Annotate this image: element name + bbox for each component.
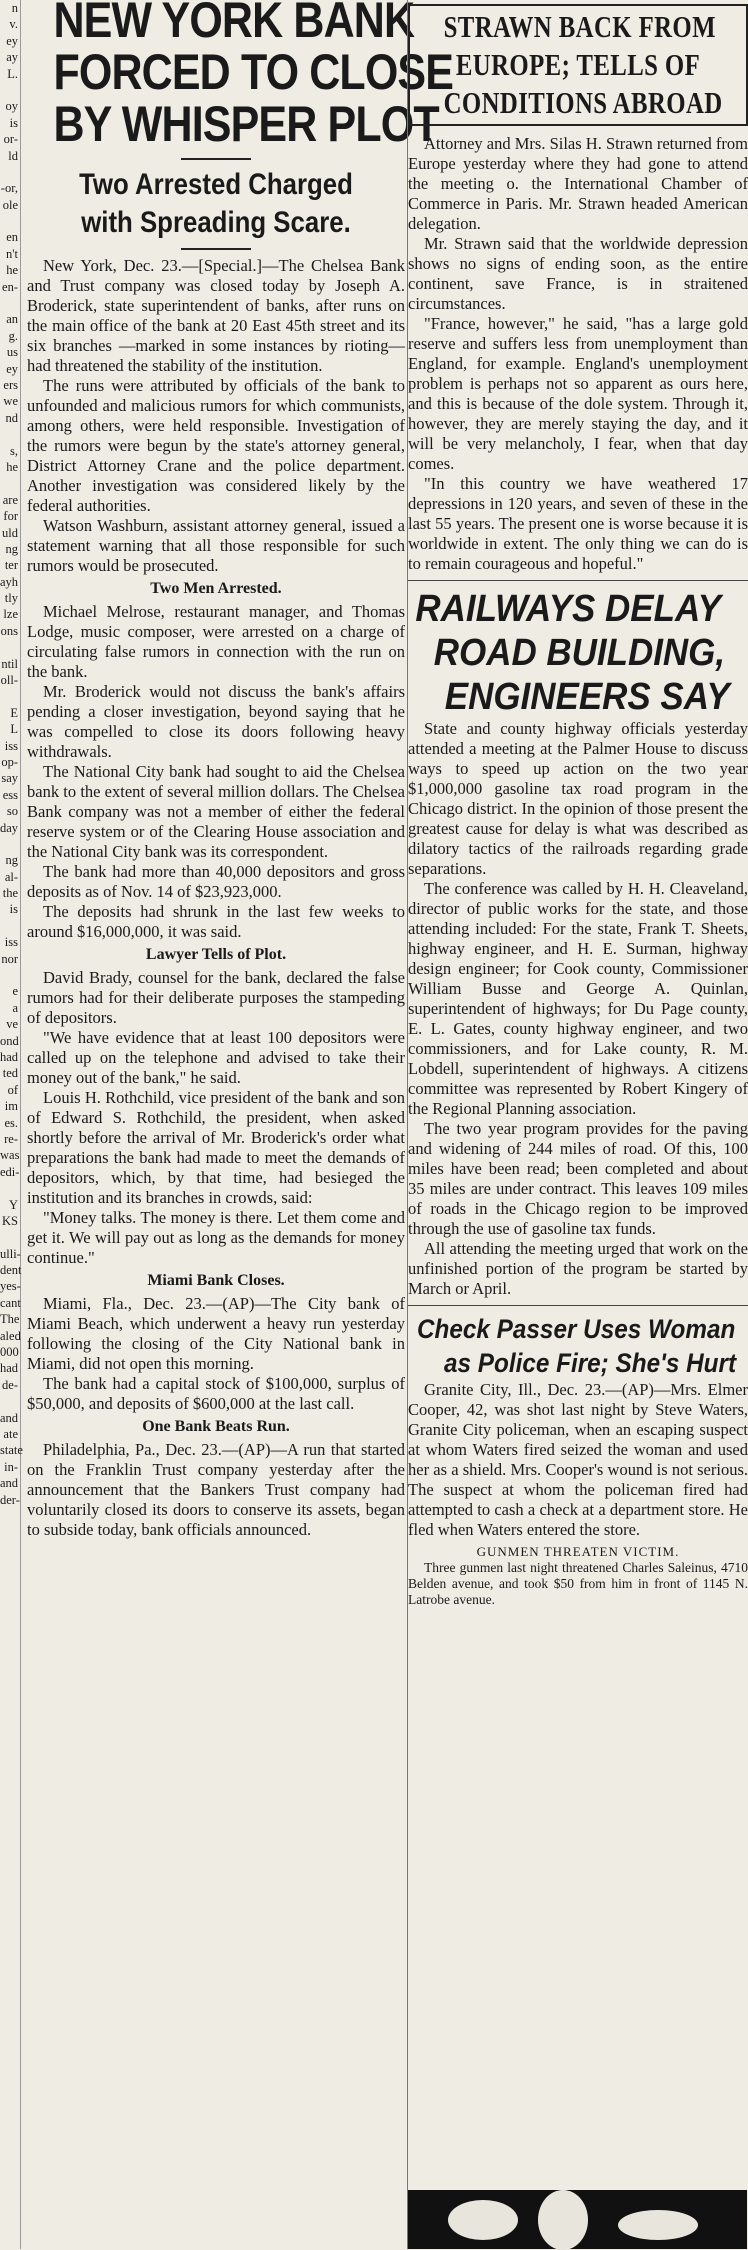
fragment-line: ng xyxy=(5,853,18,868)
headline-line-1: NEW YORK BANK xyxy=(53,0,415,48)
fragment-line: der- xyxy=(0,1492,20,1507)
fragment-line xyxy=(0,295,20,311)
fragment-line: en xyxy=(6,230,18,245)
fragment-line xyxy=(0,213,20,229)
fragment-line: ey xyxy=(6,361,18,376)
fragment-line: nor xyxy=(1,951,18,966)
fragment-line xyxy=(0,164,20,180)
divider xyxy=(181,158,251,160)
paragraph: The bank had more than 40,000 depositors and gross deposits as of Nov. 14 of $23,923,000. xyxy=(27,862,405,901)
paragraph: All attending the meeting urged that work on the unfinished portion of the program be started by March or April. xyxy=(408,1239,748,1298)
fragment-line: g. xyxy=(8,328,18,343)
railways-headline-line-1: RAILWAYS DELAY xyxy=(415,588,721,630)
paragraph: New York, Dec. 23.—[Special.]—The Chelsea Bank and Trust company was closed today by Joseph A. Broderick, state superintendent of banks, after runs on the main office of the bank at 20 East 45th street and its six branches —marked in some instances by rioting—had threatened the stability of the institution. xyxy=(27,256,405,375)
fragment-line xyxy=(0,426,20,442)
headline-line-3: BY WHISPER PLOT xyxy=(53,96,439,152)
paragraph: Three gunmen last night threatened Charles Saleinus, 4710 Belden avenue, and took $50 from him in front of 1145 N. Latrobe avenue. xyxy=(408,1560,748,1607)
fragment-line: E xyxy=(10,705,18,720)
paragraph: The conference was called by H. H. Cleaveland, director of public works for the state, and those attending included: For the state, Frank T. Sheets, highway engineer, and H. E. Surman, highway design engineer; for Cook county, Commissioner William Busse and George A. Quinlan, superintendent of highways; for Du Page county, E. L. Gates, county highway engineer, and two commissioners, and for Lake county, R. M. Lobdell, superintendent of highways. A citizens committee was represented by Robert Kingery of the Regional Planning association. xyxy=(408,879,748,1118)
headline-line-3: CONDITIONS ABROAD xyxy=(443,85,723,120)
paragraph: David Brady, counsel for the bank, declared the false rumors had for their deliberate purposes the stampeding of depositors. xyxy=(27,968,405,1027)
fragment-line: ole xyxy=(2,197,18,212)
divider xyxy=(408,580,748,581)
check-article-body xyxy=(408,1380,748,1540)
paragraph: State and county highway officials yesterday attended a meeting at the Palmer House to discuss ways to speed up action on the two year $1,000,000 gasoline tax road program in the Chicago district. In the opinion of those present the greatest cause for delay is what was described as dilatory tactics of the railroads regarding grade separations. xyxy=(408,719,748,878)
right-column xyxy=(407,0,748,2249)
fragment-line: ulli- xyxy=(0,1246,21,1261)
fragment-line: iss xyxy=(4,935,18,950)
fragment-line: oll- xyxy=(0,673,18,688)
bank-article xyxy=(27,0,454,2249)
paragraph: The National City bank had sought to aid the Chelsea bank to the extent of several million dollars. The Chelsea Bank company was not a member of either the federal reserve system or of the Clearing House association and the National City bank was its correspondent. xyxy=(27,762,405,861)
check-headline-line-2: as Police Fire; She's Hurt xyxy=(444,1348,737,1378)
paragraph: Louis H. Rothchild, vice president of the bank and son of Edward S. Rothchild, the president, when asked shortly before the arrival of Mr. Broderick's order what preparations the bank had made to meet the demands of depositors, which, by that time, had besieged the institution and its branches in crowds, said: xyxy=(27,1088,405,1207)
photo-shape xyxy=(448,2200,518,2240)
headline-line-2: FORCED TO CLOSE xyxy=(53,44,454,100)
fragment-line: lze xyxy=(3,607,18,622)
fragment-line: the xyxy=(2,886,18,901)
fragment-line: say xyxy=(1,771,18,786)
fragment-line: had xyxy=(0,1361,19,1376)
fragment-line xyxy=(0,1229,20,1245)
fragment-line: es. xyxy=(4,1115,18,1130)
fragment-line: ng xyxy=(5,541,18,556)
fragment-line: ntil xyxy=(1,656,18,671)
fragment-line: or- xyxy=(3,132,18,147)
fragment-line: -or, xyxy=(0,181,18,196)
fragment-line xyxy=(0,639,20,655)
strawn-article-body xyxy=(408,134,748,574)
fragment-line: day xyxy=(0,820,19,835)
paragraph: Attorney and Mrs. Silas H. Strawn returned from Europe yesterday where they had gone to attend the meeting o. the International Chamber of Commerce in Paris. Mr. Strawn headed American delegation. xyxy=(408,134,748,233)
fragment-line: of xyxy=(7,1082,18,1097)
photo-fragment xyxy=(408,2190,747,2249)
photo-shape xyxy=(618,2210,698,2240)
paragraph: Mr. Strawn said that the worldwide depression shows no signs of ending soon, as the entire continent, save France, is in straitened circumstances. xyxy=(408,234,748,313)
deck-line-2: with Spreading Scare. xyxy=(81,206,351,239)
fragment-line: aled xyxy=(0,1328,21,1343)
fragment-line: a xyxy=(12,1000,18,1015)
paragraph: "We have evidence that at least 100 depositors were called up on the telephone and advised to take their money out of the bank," he said. xyxy=(27,1028,405,1087)
fragment-line: he xyxy=(6,263,18,278)
fragment-line xyxy=(0,1393,20,1409)
fragment-line: e xyxy=(12,984,18,999)
left-column-fragment xyxy=(0,0,21,2249)
fragment-line: n xyxy=(11,1,18,15)
fragment-line: ond xyxy=(0,1033,19,1048)
fragment-line: and xyxy=(0,1410,19,1425)
fragment-line: yes- xyxy=(0,1279,21,1294)
fragment-line: are xyxy=(2,492,18,507)
divider xyxy=(408,1305,748,1306)
fragment-line: ter xyxy=(4,558,18,573)
fragment-line: op- xyxy=(1,754,18,769)
brief-subheading: GUNMEN THREATEN VICTIM. xyxy=(476,1544,680,1559)
paragraph: The two year program provides for the paving and widening of 244 miles of road. Of this, 100 miles have been read; been completed and about 35 miles are under contract. This leaves 109 miles of roads in the Chicago region to be improved through the use of gasoline tax funds. xyxy=(408,1119,748,1238)
fragment-line: ay xyxy=(6,50,18,65)
fragment-line: iss xyxy=(4,738,18,753)
fragment-line xyxy=(0,1180,20,1196)
fragment-line: L xyxy=(10,722,18,737)
brief-body xyxy=(408,1560,748,1608)
fragment-line: ayh xyxy=(0,574,19,589)
deck-line-1: Two Arrested Charged xyxy=(79,168,353,201)
fragment-line: L. xyxy=(7,66,18,81)
fragment-line: ers xyxy=(3,377,18,392)
paragraph: Watson Washburn, assistant attorney general, issued a statement warning that all those responsible for such rumors would be prosecuted. xyxy=(27,516,405,575)
fragment-line xyxy=(0,836,20,852)
photo-shape xyxy=(538,2190,588,2250)
subheading: Lawyer Tells of Plot. xyxy=(145,946,287,963)
paragraph: "Money talks. The money is there. Let them come and get it. We will pay out as long as the demands for money continue." xyxy=(27,1208,405,1267)
strawn-headline-box xyxy=(408,4,748,126)
paragraph: The bank had a capital stock of $100,000, surplus of $50,000, and deposits of $600,000 at the last call. xyxy=(27,1374,405,1413)
paragraph: Mr. Broderick would not discuss the bank's affairs pending a closer investigation, beyond saying that he was compelled to close its doors following heavy withdrawals. xyxy=(27,682,405,761)
fragment-line: al- xyxy=(4,869,18,884)
fragment-line: tly xyxy=(4,591,18,606)
fragment-line: us xyxy=(6,345,18,360)
fragment-line: KS xyxy=(2,1213,18,1228)
fragment-line: v. xyxy=(9,17,18,32)
fragment-line: in- xyxy=(4,1459,18,1474)
fragment-line: ess xyxy=(2,787,18,802)
fragment-line: uld xyxy=(2,525,18,540)
fragment-line: an xyxy=(6,312,18,327)
paragraph: Granite City, Ill., Dec. 23.—(AP)—Mrs. Elmer Cooper, 42, was shot last night by Steve Waters, Granite City policeman, when an escaping suspect at whom Waters fired seized the woman and used her as a shield. Mrs. Cooper's wound is not serious. The suspect at whom the policeman fired had attempted to cash a check at a department store. He fled when Waters entered the store. xyxy=(408,1380,748,1539)
headline-line-1: STRAWN BACK FROM xyxy=(443,9,716,44)
fragment-line xyxy=(0,967,20,983)
fragment-line xyxy=(0,475,20,491)
fragment-line: is xyxy=(9,115,18,130)
fragment-line: Y xyxy=(8,1197,18,1212)
railways-headline-line-3: ENGINEERS SAY xyxy=(444,676,730,718)
paragraph: Philadelphia, Pa., Dec. 23.—(AP)—A run that started on the Franklin Trust company yesterday after the announcement that the Bankers Trust company had voluntarily closed its doors to conserve its assets, began to subside today, bank officials announced. xyxy=(27,1440,405,1539)
fragment-line: we xyxy=(3,394,18,409)
fragment-line xyxy=(0,918,20,934)
fragment-line: nd xyxy=(5,410,18,425)
fragment-line: 000 xyxy=(0,1345,19,1360)
subheading: One Bank Beats Run. xyxy=(142,1418,290,1435)
headline-line-2: EUROPE; TELLS OF xyxy=(455,47,701,82)
fragment-line: had xyxy=(0,1050,19,1064)
fragment-line: The xyxy=(0,1312,20,1327)
fragment-line: is xyxy=(9,902,18,917)
fragment-line: dent xyxy=(0,1263,22,1278)
fragment-line: s, xyxy=(10,443,18,458)
fragment-line xyxy=(0,82,20,98)
fragment-line: ey xyxy=(6,33,18,48)
fragment-line: so xyxy=(6,804,18,819)
fragment-line: oy xyxy=(5,99,18,114)
paragraph: The deposits had shrunk in the last few weeks to around $16,000,000, it was said. xyxy=(27,902,405,941)
railways-headline-line-2: ROAD BUILDING, xyxy=(433,632,726,674)
paragraph: "France, however," he said, "has a large gold reserve and suffers less from unemployment than England, for example. England's unemployment problem is perhaps not so apparent as ours here, and this is because of the dole system. Through it, however, they are merely staying the day, and it will be very melancholy, I fear, when that day comes. xyxy=(408,314,748,473)
paragraph: Miami, Fla., Dec. 23.—(AP)—The City bank of Miami Beach, which underwent a heavy run yesterday following the closing of the City National bank in Miami, did not open this morning. xyxy=(27,1294,405,1373)
fragment-line: edi- xyxy=(0,1164,20,1179)
paragraph: The runs were attributed by officials of the bank to unfounded and malicious rumors for which communists, among others, were held responsible. Investigation of the rumors were begun by the state's attorney general, District Attorney Crane and the police department. Another investigation was considered likely by the federal authorities. xyxy=(27,376,405,515)
fragment-line: ted xyxy=(2,1066,18,1081)
railways-article-body xyxy=(408,719,748,1299)
subheading: Two Men Arrested. xyxy=(150,580,282,597)
fragment-line: ve xyxy=(6,1017,18,1032)
fragment-line: was xyxy=(0,1148,20,1163)
fragment-line: ons xyxy=(0,623,18,638)
article-body xyxy=(27,256,405,1540)
fragment-line: for xyxy=(3,509,18,524)
divider xyxy=(181,248,251,250)
fragment-line: en- xyxy=(2,279,18,294)
subheading: Miami Bank Closes. xyxy=(147,1272,285,1289)
fragment-line: im xyxy=(4,1099,18,1114)
check-headline-line-1: Check Passer Uses Woman xyxy=(417,1314,736,1344)
paragraph: "In this country we have weathered 17 depressions in 120 years, and seven of these in the last 55 years. The present one is worse because it is worldwide in extent. The only thing we can do is to remain courageous and hopeful." xyxy=(408,474,748,573)
fragment-line: ate xyxy=(3,1426,18,1441)
fragment-line: state xyxy=(0,1443,23,1458)
fragment-line: n't xyxy=(6,246,18,261)
fragment-line: cant xyxy=(0,1295,21,1310)
fragment-line: he xyxy=(6,459,18,474)
fragment-line: ld xyxy=(8,148,18,163)
fragment-line: re- xyxy=(4,1131,18,1146)
paragraph: Michael Melrose, restaurant manager, and Thomas Lodge, music composer, were arrested on a charge of circulating false rumors in connection with the run on the bank. xyxy=(27,602,405,681)
fragment-line: and xyxy=(0,1476,19,1491)
fragment-line xyxy=(0,688,20,704)
fragment-line: de- xyxy=(2,1377,18,1392)
